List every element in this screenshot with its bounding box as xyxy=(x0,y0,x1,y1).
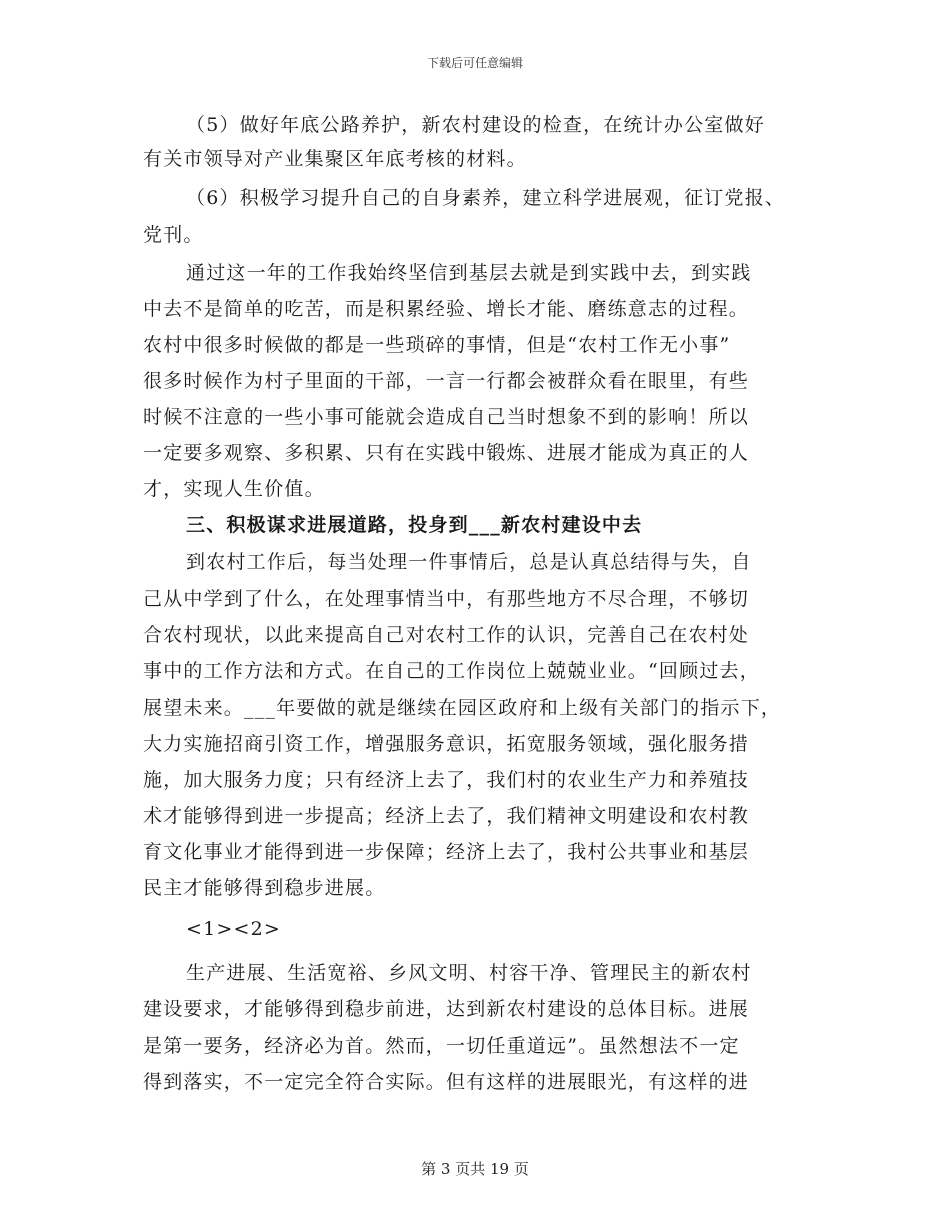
paragraph-line: 时候不注意的一些小事可能就会造成自己当时想象不到的影响！所以 xyxy=(143,406,750,428)
paragraph-line: 事中的工作方法和方式。在自己的工作岗位上兢兢业业。“回顾过去， xyxy=(143,660,760,682)
paragraph-line: 合农村现状，以此来提高自己对农村工作的认识，完善自己在农村处 xyxy=(143,624,750,646)
paragraph-line: （6）积极学习提升自己的自身素养，建立科学进展观，征订党报、 xyxy=(186,187,786,209)
paragraph-line: 得到落实，不一定完全符合实际。但有这样的进展眼光，有这样的进 xyxy=(143,1071,750,1093)
page-header: 下载后可任意编辑 xyxy=(426,56,523,70)
paragraph-line: 建设要求，才能够得到稳步前进，达到新农村建设的总体目标。进展 xyxy=(143,998,750,1020)
page-number: 第 3 页共 19 页 xyxy=(421,1160,529,1178)
paragraph-line: 大力实施招商引资工作，增强服务意识，拓宽服务领域，强化服务措 xyxy=(143,733,750,755)
paragraph-line: 术才能够得到进一步提高；经济上去了，我们精神文明建设和农村教 xyxy=(143,805,750,827)
paragraph-line: 一定要多观察、多积累、只有在实践中锻炼、进展才能成为真正的人 xyxy=(143,442,750,464)
paragraph-line: 到农村工作后，每当处理一件事情后，总是认真总结得与失，自 xyxy=(186,551,752,573)
paragraph-line: 中去不是简单的吃苦，而是积累经验、增长才能、磨练意志的过程。 xyxy=(143,298,750,320)
paragraph-line: 农村中很多时候做的都是一些琐碎的事情，但是“农村工作无小事” xyxy=(143,334,731,356)
paragraph-line: 育文化事业才能得到进一步保障；经济上去了，我村公共事业和基层 xyxy=(143,841,750,863)
paragraph-line: （5）做好年底公路养护，新农村建设的检查，在统计办公室做好 xyxy=(186,114,765,136)
paragraph-line: 施，加大服务力度；只有经济上去了，我们村的农业生产力和养殖技 xyxy=(143,769,750,791)
paragraph-line: 有关市领导对产业集聚区年底考核的材料。 xyxy=(143,148,527,170)
paragraph-line: 生产进展、生活宽裕、乡风文明、村容干净、管理民主的新农村 xyxy=(186,962,752,984)
paragraph-line: 展望未来。___年要做的就是继续在园区政府和上级有关部门的指示下， xyxy=(143,697,782,719)
list-marker-line: <1><2> xyxy=(186,918,282,940)
paragraph-line: 党刊。 xyxy=(143,224,204,246)
paragraph-line: 才，实现人生价值。 xyxy=(143,478,325,500)
section-heading: 三、积极谋求进展道路，投身到___新农村建设中去 xyxy=(186,514,643,536)
paragraph-line: 民主才能够得到稳步进展。 xyxy=(143,877,386,899)
paragraph-line: 通过这一年的工作我始终坚信到基层去就是到实践中去，到实践 xyxy=(186,262,752,284)
paragraph-line: 是第一要务，经济必为首。然而，一切任重道远”。虽然想法不一定 xyxy=(143,1035,740,1057)
paragraph-line: 己从中学到了什么，在处理事情当中，有那些地方不尽合理，不够切 xyxy=(143,588,750,610)
paragraph-line: 很多时候作为村子里面的干部，一言一行都会被群众看在眼里，有些 xyxy=(143,370,750,392)
